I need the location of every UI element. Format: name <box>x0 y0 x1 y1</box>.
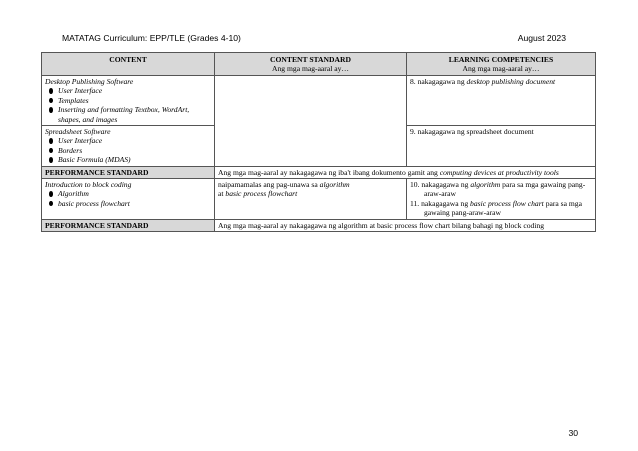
list-item: Templates <box>49 96 211 105</box>
performance-standard-row <box>42 219 596 231</box>
table-row <box>42 76 596 126</box>
table-header-row <box>42 53 596 76</box>
content-standard-cell: naipamamalas ang pag-unawa sa algorithm at basic process flowchart <box>215 179 407 220</box>
page-number: 30 <box>568 428 578 438</box>
content-standard-cell-empty <box>215 76 407 167</box>
content-cell <box>42 126 215 167</box>
header-learning-competencies: LEARNING COMPETENCIES Ang mga mag-aaral ay… <box>407 53 596 76</box>
content-cell <box>42 76 215 126</box>
performance-standard-text: Ang mga mag-aaral ay nakagagawa ng algorithm at basic process flow chart bilang bahagi ng block coding <box>215 219 596 231</box>
list-item: Basic Formula (MDAS) <box>49 155 211 164</box>
list-item: Borders <box>49 146 211 155</box>
table-row <box>42 179 596 220</box>
document-header-title: MATATAG Curriculum: EPP/TLE (Grades 4-10) <box>62 33 241 43</box>
content-cell <box>42 179 215 220</box>
list-item: User Interface <box>49 136 211 145</box>
list-item: basic process flowchart <box>49 199 211 208</box>
list-item: Algorithm <box>49 189 211 198</box>
document-header-date: August 2023 <box>517 33 566 43</box>
list-item: Inserting and formatting Textbox, WordArt, shapes, and images <box>49 105 211 124</box>
header-content-standard: CONTENT STANDARD Ang mga mag-aaral ay… <box>215 53 407 76</box>
list-item: User Interface <box>49 86 211 95</box>
content-title: Spreadsheet Software <box>45 127 111 137</box>
competency-cell: 9. nakagagawa ng spreadsheet document <box>407 126 596 167</box>
performance-standard-label: PERFORMANCE STANDARD <box>42 166 215 178</box>
header-content: CONTENT <box>42 53 215 76</box>
content-title: Introduction to block coding <box>45 180 132 190</box>
content-title: Desktop Publishing Software <box>45 77 134 86</box>
performance-standard-row <box>42 166 596 178</box>
competency-cell: 10. nakagagawa ng algorithm para sa mga gawaing pang-araw-araw 11. nakagagawa ng basic process flow chart para sa mga gawaing pang-araw-araw <box>407 179 596 220</box>
performance-standard-label: PERFORMANCE STANDARD <box>42 219 215 231</box>
curriculum-table <box>41 52 596 232</box>
competency-cell: 8. nakagagawa ng desktop publishing document <box>407 76 596 126</box>
performance-standard-text: Ang mga mag-aaral ay nakagagawa ng iba't ibang dokumento gamit ang computing devices at productivity tools <box>215 166 596 178</box>
